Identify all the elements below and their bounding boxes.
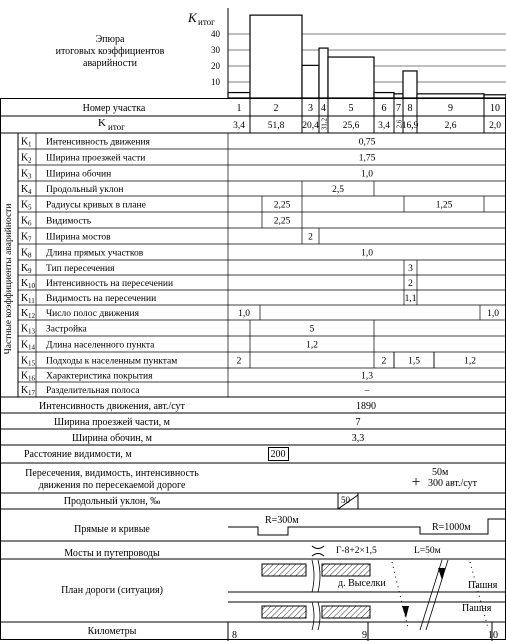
coef-value: 2 (408, 279, 413, 289)
coef-value: 1,1 (404, 294, 417, 304)
section-number: 6 (381, 103, 387, 114)
coef-value: 3 (408, 264, 413, 274)
section-number: 4 (321, 103, 326, 114)
k-itog-values (233, 117, 501, 131)
coef-symbol: K (21, 323, 29, 335)
coef-value: 1,2 (306, 340, 318, 351)
coef-label: Ширина проезжей части (46, 153, 146, 164)
km-mark: 10 (488, 630, 498, 641)
section-number-header: Номер участка (82, 103, 146, 114)
coef-value: 2,25 (273, 200, 291, 211)
k-itog-row-sub: итог (108, 122, 125, 132)
coef-index: 12 (28, 312, 35, 320)
coef-value: 2,25 (273, 216, 291, 227)
bar (228, 93, 250, 98)
coef-label: Видимость (46, 216, 92, 227)
building-block (262, 564, 306, 576)
coefficient-rows (18, 133, 506, 397)
building-block (322, 606, 370, 618)
width-value: 7 (355, 417, 361, 428)
k-itog-value: 51,8 (267, 121, 285, 131)
k-itog-value: 20,4 (302, 121, 319, 131)
coef-label: Радиусы кривых в плане (46, 200, 146, 211)
k-itog-value: 16,9 (401, 121, 419, 131)
coef-symbol: K (21, 370, 29, 382)
coef-label: Интенсивность на пересечении (46, 279, 174, 289)
coef-value: 1,3 (361, 371, 373, 382)
coef-label: Характеристика покрытия (46, 371, 153, 382)
coef-value: 1,2 (464, 356, 476, 367)
coef-symbol: K (21, 278, 29, 289)
bar (250, 15, 302, 98)
k-itog-value: 2,0 (489, 121, 501, 131)
coef-symbol: K (21, 247, 29, 259)
coef-label: Продольный уклон (46, 185, 124, 195)
y-tick-label: 10 (211, 77, 220, 87)
coef-index: 7 (28, 235, 32, 244)
k-itog-axis-sub: итог (198, 17, 215, 27)
coef-label: Длина населенного пункта (46, 340, 155, 351)
coef-label: Подходы к населенным пунктам (46, 356, 178, 367)
coef-value: – (364, 386, 370, 396)
chart-title-line3: аварийности (83, 58, 137, 69)
coef-value: 1,0 (487, 309, 499, 319)
coef-symbol: K (21, 215, 29, 227)
coef-value: 1,0 (238, 309, 250, 319)
bar (484, 95, 506, 98)
coef-value: 1,75 (358, 153, 376, 164)
k-itog-row-label: K (98, 117, 106, 129)
y-tick-label: 40 (211, 29, 220, 39)
coef-index: 2 (28, 156, 32, 165)
chart-bars (228, 15, 506, 98)
km-mark: 9 (362, 630, 367, 641)
visibility-value: 200 (270, 449, 286, 460)
km-mark: 8 (232, 630, 237, 641)
coef-symbol: K (21, 152, 29, 164)
coef-value: 1,0 (361, 169, 373, 180)
y-tick-label: 20 (211, 61, 220, 71)
k-itog-value: 2,6 (395, 119, 404, 129)
village-name: д. Выселки (338, 578, 386, 589)
side-label: Частные коэффициенты аварийности (4, 203, 14, 355)
coef-value: 2 (381, 356, 387, 367)
coef-symbol: K (21, 308, 29, 319)
coef-label: Ширина обочин (46, 169, 112, 180)
coef-label: Ширина мостов (46, 232, 111, 243)
coef-index: 8 (28, 251, 32, 260)
intensity-value: 1890 (356, 401, 376, 412)
coef-symbol: K (21, 385, 29, 396)
traffic-sign-icon (402, 568, 445, 618)
bar (328, 57, 374, 98)
coef-label: Тип пересечения (46, 264, 115, 274)
k-itog-value: 3,4 (378, 121, 390, 131)
coef-index: 6 (28, 219, 32, 228)
shoulder-label: Ширина обочин, м (72, 433, 152, 444)
y-tick-label: 30 (211, 45, 220, 55)
coef-index: 14 (28, 343, 35, 352)
coef-value: 0,75 (358, 137, 376, 148)
building-block (262, 606, 306, 618)
coef-index: 9 (28, 267, 32, 275)
coef-symbol: K (21, 293, 29, 304)
coef-symbol: K (21, 168, 29, 180)
width-label: Ширина проезжей части, м (54, 417, 170, 428)
coef-label: Интенсивность движения (46, 137, 150, 148)
coef-symbol: K (21, 263, 29, 274)
section-number: 5 (348, 103, 354, 114)
coef-label: Разделительная полоса (46, 386, 140, 396)
bar (394, 94, 403, 98)
coef-value: 5 (309, 324, 315, 335)
chart-title-line1: Эпюра (95, 34, 125, 45)
km-label: Километры (87, 626, 137, 637)
plan-label: План дороги (ситуация) (61, 585, 163, 596)
bridges-label: Мосты и путепроводы (64, 548, 160, 559)
coef-index: 10 (28, 282, 35, 290)
curve-1-radius: R=300м (265, 515, 299, 526)
intensity-label: Интенсивность движения, авт./сут (39, 401, 185, 412)
bridge-icon (312, 546, 324, 556)
river-icon (312, 560, 320, 630)
coef-symbol: K (21, 184, 29, 195)
bar (403, 71, 417, 98)
coef-symbol: K (21, 199, 29, 211)
crossing-value-2: 300 авт./сут (428, 478, 477, 489)
coef-symbol: K (21, 136, 29, 148)
section-number: 8 (407, 103, 413, 114)
k-itog-axis-label: K (188, 10, 197, 25)
section-number: 10 (490, 103, 500, 114)
crossing-symbol: + (411, 474, 421, 491)
bar (417, 94, 484, 98)
coef-value: 1,5 (408, 356, 420, 367)
coef-index: 16 (28, 374, 35, 383)
crossing-label-1: Пересечения, видимость, интенсивность (25, 468, 199, 479)
grade-label: Продольный уклон, ‰ (63, 496, 161, 507)
chart-title-line2: итоговых коэффициентов (55, 46, 165, 57)
bridge-spec: Г-8+2×1,5 (336, 546, 377, 556)
coef-value: 2,5 (332, 185, 344, 195)
section-number: 7 (396, 103, 401, 114)
section-number: 2 (273, 103, 279, 114)
section-number: 3 (308, 103, 313, 114)
section-number: 9 (448, 103, 453, 114)
curve-2-radius: R=1000м (432, 522, 471, 533)
field-label-2: Пашня (462, 603, 492, 614)
coef-symbol: K (21, 231, 29, 243)
field-label-1: Пашня (468, 580, 498, 591)
k-itog-value: 2,6 (444, 121, 457, 131)
bar (319, 48, 328, 98)
k-itog-value: 25,6 (342, 121, 360, 131)
k-itog-value: 3,4 (233, 121, 245, 131)
coef-index: 3 (28, 172, 32, 181)
bar (302, 65, 319, 98)
shoulder-value: 3,3 (351, 433, 365, 444)
coef-index: 15 (28, 359, 35, 368)
building-block (322, 564, 370, 576)
coef-index: 17 (28, 389, 35, 397)
coef-value: 1,25 (435, 200, 453, 211)
crossing-label-2: движения по пересекаемой дороге (38, 480, 186, 491)
coef-index: 13 (28, 327, 35, 336)
section-number: 1 (236, 103, 242, 114)
curves-label: Прямые и кривые (74, 524, 150, 535)
bar (374, 93, 394, 98)
coef-label: Число полос движения (46, 309, 139, 319)
coef-value: 1,0 (361, 248, 373, 259)
coef-symbol: K (21, 339, 29, 351)
coef-label: Видимость на пересечении (46, 294, 157, 304)
coef-index: 4 (28, 188, 32, 196)
coef-value: 2 (236, 356, 242, 367)
coef-value: 2 (308, 232, 313, 243)
coef-symbol: K (21, 355, 29, 367)
bridge-length: L=50м (414, 546, 441, 556)
coef-index: 1 (28, 140, 32, 149)
visibility-label: Расстояние видимости, м (24, 449, 132, 460)
grade-value: 50 (341, 495, 350, 505)
crossing-value-1: 50м (432, 467, 449, 478)
road-rows (0, 397, 506, 641)
k-itog-value: 31,2 (320, 117, 329, 131)
coef-index: 11 (28, 297, 35, 305)
coef-label: Застройка (46, 324, 87, 335)
coef-label: Длина прямых участков (46, 248, 144, 259)
coef-index: 5 (28, 203, 32, 212)
